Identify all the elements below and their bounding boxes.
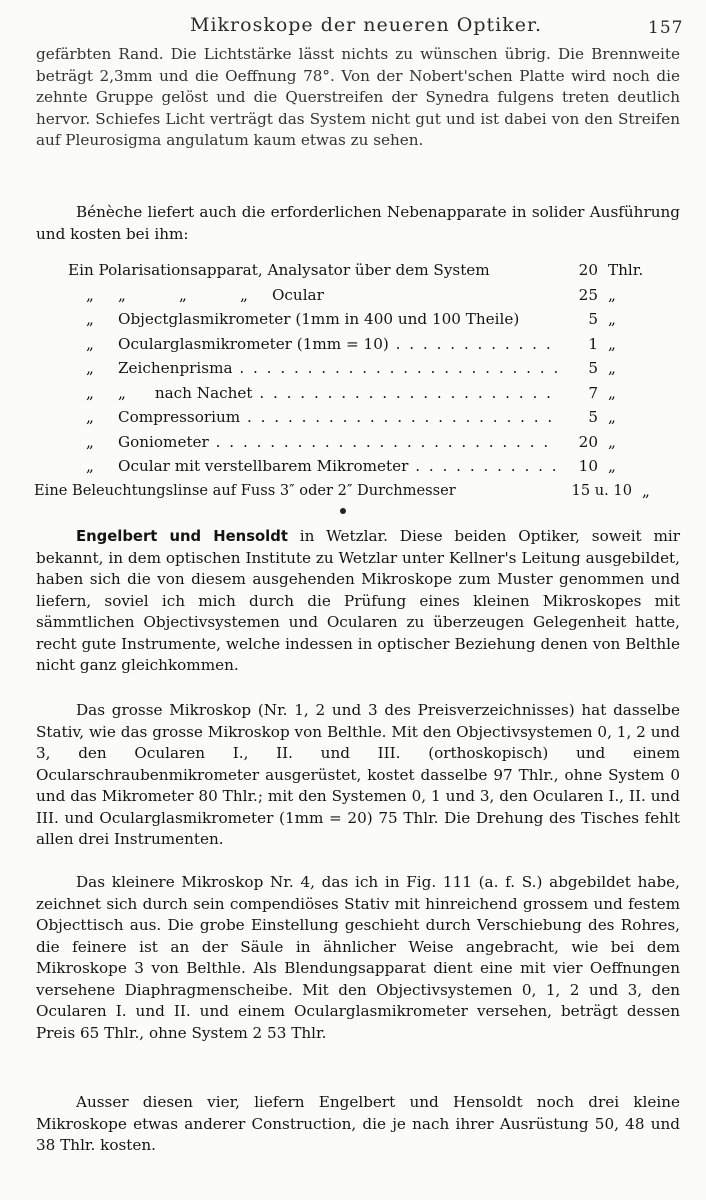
price-row	[68, 258, 658, 283]
price-row-label: Ocularglasmikrometer (1mm = 10) . . .	[118, 332, 558, 357]
price-row-label: Objectglasmikrometer (1mm in 400 und 100 Theile)	[118, 310, 520, 328]
ditto-mark: „	[86, 383, 94, 402]
price-row-unit: „	[608, 383, 616, 402]
price-row-price: 20	[578, 261, 598, 279]
paragraph-beneche-intro: Bénèche liefert auch die erforderlichen Nebenapparate in solider Ausführung und kosten bei ihm:	[36, 203, 680, 243]
paragraph-other-microscopes: Ausser diesen vier, liefern Engelbert und Hensoldt noch drei kleine Mikroskope etwas anderer Construction, die je nach ihrer Ausrüstung 50, 48 und 38 Thlr. kosten.	[36, 1093, 680, 1154]
price-row-price: 1	[588, 334, 598, 353]
price-row	[68, 283, 658, 308]
price-row-label: Goniometer . . .	[118, 430, 558, 455]
price-row	[34, 479, 658, 504]
section-separator-dot	[340, 508, 346, 514]
price-row-price: 15 u. 10	[571, 481, 632, 499]
price-row-price: 20	[578, 432, 598, 451]
price-row-label: Ein Polarisationsapparat, Analysator über dem System	[68, 261, 490, 279]
price-row	[68, 405, 658, 430]
paragraph-lens-description: gefärbten Rand. Die Lichtstärke lässt nichts zu wünschen übrig. Die Brennweite beträgt 2,3mm und die Oeffnung 78°. Von der Nobert'schen Platte wird noch die zehnte Gruppe gelöst und die Querstreifen der Synedra fulgens treten deutlich hervor. Schiefes Licht verträgt das System nicht gut und ist dabei von den Streifen auf Pleurosigma angulatum kaum etwas zu sehen.	[36, 45, 680, 149]
price-row-price: 10	[578, 457, 598, 475]
page-number: 157	[648, 18, 684, 38]
price-row-label: Compressorium . . .	[118, 405, 558, 430]
paragraph-small-microscope: Das kleinere Mikroskop Nr. 4, das ich in Fig. 111 (a. f. S.) abgebildet habe, zeichnet sich durch sein compendiöses Stativ mit hinreichend grossem und festem Objecttisch aus. Die grobe Einstellung geschieht durch Verschiebung des Rohres, die feinere ist an der Säule in ähnlicher Weise angebracht, wie bei dem Mikroskope 3 von Belthle. Als Blendungsapparat dient eine mit vier Oeffnungen versehene Diaphragmenscheibe. Mit den Objectivsystemen 0, 1, 2 und 3, den Ocularen I. und II. und einem Ocularglasmikrometer versehen, beträgt dessen Preis 65 Thlr., ohne System 2 53 Thlr.	[36, 873, 680, 1042]
price-row	[68, 356, 658, 381]
firm-name: Engelbert und Hensoldt	[76, 528, 288, 545]
price-row-unit: „	[608, 457, 616, 475]
price-row-unit: Thlr.	[608, 261, 644, 279]
price-row	[68, 307, 658, 332]
price-row	[68, 430, 658, 455]
price-row-unit: „	[608, 285, 616, 304]
price-row	[68, 332, 658, 357]
price-row-unit: „	[608, 310, 616, 328]
price-row	[68, 381, 658, 406]
paragraph-large-microscope: Das grosse Mikroskop (Nr. 1, 2 und 3 des Preisverzeichnisses) hat dasselbe Stativ, wie das grosse Mikroskop von Belthle. Mit den Objectivsystemen 0, 1, 2 und 3, den Ocularen I., II. und III. (orthoskopisch) und einem Ocularschraubenmikrometer ausgerüstet, kostet dasselbe 97 Thlr., ohne System 0 und das Mikrometer 80 Thlr.; mit den Systemen 0, 1 und 3, den Ocularen I., II. und III. und Ocularglasmikrometer (1mm = 20) 75 Thlr. Die Drehung des Tisches fehlt allen drei Instrumenten.	[36, 701, 680, 848]
price-row-label: Zeichenprisma . . .	[118, 356, 558, 381]
price-row-price: 25	[578, 285, 598, 304]
ditto-mark: „	[86, 457, 94, 475]
running-title: Mikroskope der neueren Optiker.	[190, 14, 543, 36]
price-row-label: Eine Beleuchtungslinse auf Fuss 3″ oder 2″ Durchmesser	[34, 481, 456, 499]
price-row-unit: „	[642, 481, 650, 500]
price-row-price: 5	[588, 408, 598, 426]
price-row-unit: „	[608, 359, 616, 377]
price-row-unit: „	[608, 432, 616, 451]
running-header	[0, 6, 706, 40]
ditto-mark: „	[86, 432, 94, 451]
paragraph-engelbert-hensoldt: Engelbert und Hensoldt in Wetzlar. Diese beiden Optiker, soweit mir bekannt, in dem optischen Institute zu Wetzlar unter Kellner's Leitung ausgebildet, haben sich die von diesem ausgehenden Mikroskope zum Muster genommen und liefern, soviel ich mich durch die Prüfung eines kleinen Mikroskopes mit sämmtlichen Objectivsystemen und Ocularen zu überzeugen Gelegenheit hatte, recht gute Instrumente, welche indessen in optischer Beziehung denen von Belthle nicht ganz gleichkommen.	[36, 527, 680, 674]
ditto-mark: „	[86, 334, 94, 353]
price-row-unit: „	[608, 408, 616, 426]
price-row-price: 7	[588, 383, 598, 402]
price-row-price: 5	[588, 310, 598, 328]
price-list	[34, 258, 658, 503]
ditto-mark: „	[86, 359, 94, 377]
price-row-unit: „	[608, 334, 616, 353]
ditto-mark: „	[86, 408, 94, 426]
price-row-label: Ocular mit verstellbarem Mikrometer . . .	[118, 454, 558, 479]
price-row-label: „ „ „ Ocular	[118, 285, 324, 304]
price-row-price: 5	[588, 359, 598, 377]
ditto-mark: „	[86, 285, 94, 304]
ditto-mark: „	[86, 310, 94, 328]
price-row-label: „ nach Nachet . . .	[118, 381, 558, 406]
price-row	[68, 454, 658, 479]
